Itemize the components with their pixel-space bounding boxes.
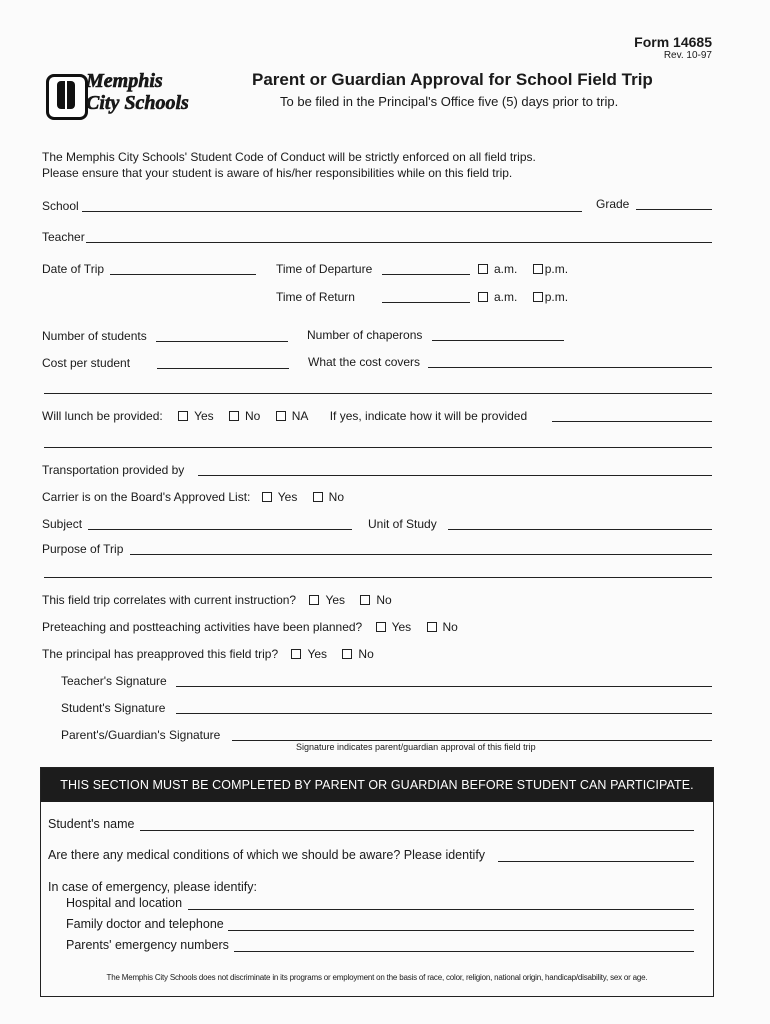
checkbox-icon[interactable] — [478, 292, 488, 302]
parents-numbers-label: Parents' emergency numbers — [66, 938, 229, 952]
school-logo — [46, 70, 196, 122]
subject-field[interactable] — [88, 529, 352, 530]
purpose-continuation-line[interactable] — [44, 577, 712, 578]
time-of-departure-label: Time of Departure — [276, 262, 373, 276]
principal-no-option[interactable]: No — [342, 647, 373, 661]
cost-covers-continuation-line[interactable] — [44, 393, 712, 394]
number-of-chaperons-field[interactable] — [432, 340, 564, 341]
principal-row — [42, 647, 386, 661]
students-name-label: Student's name — [48, 817, 135, 831]
form-revision: Rev. 10-97 — [663, 50, 712, 61]
carrier-question: Carrier is on the Board's Approved List: — [42, 490, 251, 504]
hospital-label: Hospital and location — [66, 896, 183, 910]
correlates-question: This field trip correlates with current instruction? — [42, 593, 297, 607]
checkbox-icon[interactable] — [360, 595, 370, 605]
non-discrimination-disclaimer: The Memphis City Schools does not discriminate in its programs or employment on the basis of race, color, religion, national origin, handicap/disability, sex or age. — [106, 973, 648, 982]
grade-label: Grade — [596, 197, 630, 211]
time-of-return-label: Time of Return — [276, 290, 355, 304]
lunch-yes-option[interactable]: Yes — [178, 409, 214, 423]
intro-line-2: Please ensure that your student is aware of his/her responsibilities while on this field trip. — [42, 166, 513, 180]
lunch-followup-field[interactable] — [552, 421, 712, 422]
number-of-students-field[interactable] — [156, 341, 288, 342]
lunch-continuation-line[interactable] — [44, 447, 712, 448]
school-label: School — [42, 199, 79, 213]
logo-emblem-icon — [46, 74, 88, 120]
emergency-heading: In case of emergency, please identify: — [48, 880, 257, 894]
correlates-row — [42, 593, 404, 607]
checkbox-icon[interactable] — [427, 622, 437, 632]
transportation-field[interactable] — [198, 475, 712, 476]
page-subtitle: To be filed in the Principal's Office five (5) days prior to trip. — [280, 94, 619, 109]
medical-field[interactable] — [498, 861, 694, 862]
student-signature-field[interactable] — [176, 713, 712, 714]
number-of-students-label: Number of students — [42, 329, 147, 343]
lunch-question: Will lunch be provided: — [42, 409, 163, 423]
time-of-return-field[interactable] — [382, 302, 470, 303]
transportation-label: Transportation provided by — [42, 463, 185, 477]
unit-of-study-label: Unit of Study — [368, 517, 437, 531]
logo-text-line1: Memphis — [86, 70, 163, 92]
preteaching-yes-option[interactable]: Yes — [376, 620, 412, 634]
parents-numbers-field[interactable] — [234, 951, 694, 952]
departure-am-option[interactable]: a.m. — [478, 262, 517, 276]
time-of-departure-field[interactable] — [382, 274, 470, 275]
return-am-option[interactable]: a.m. — [478, 290, 517, 304]
checkbox-icon[interactable] — [533, 264, 543, 274]
preteaching-no-option[interactable]: No — [427, 620, 458, 634]
teacher-signature-label: Teacher's Signature — [61, 674, 167, 688]
intro-line-1: The Memphis City Schools' Student Code of Conduct will be strictly enforced on all field trips. — [42, 150, 536, 164]
what-cost-covers-field[interactable] — [428, 367, 712, 368]
teacher-signature-field[interactable] — [176, 686, 712, 687]
checkbox-icon[interactable] — [533, 292, 543, 302]
checkbox-icon[interactable] — [276, 411, 286, 421]
checkbox-icon[interactable] — [262, 492, 272, 502]
lunch-followup-label: If yes, indicate how it will be provided — [329, 409, 528, 423]
signature-note: Signature indicates parent/guardian approval of this field trip — [296, 742, 536, 752]
checkbox-icon[interactable] — [229, 411, 239, 421]
lunch-no-option[interactable]: No — [229, 409, 260, 423]
checkbox-icon[interactable] — [309, 595, 319, 605]
carrier-row — [42, 490, 356, 504]
preteaching-row — [42, 620, 470, 634]
cost-per-student-label: Cost per student — [42, 356, 131, 370]
teacher-field[interactable] — [86, 242, 712, 243]
lunch-row — [42, 409, 527, 423]
hospital-field[interactable] — [188, 909, 694, 910]
date-of-trip-label: Date of Trip — [42, 262, 105, 276]
purpose-of-trip-field[interactable] — [130, 554, 712, 555]
parent-section-banner: THIS SECTION MUST BE COMPLETED BY PARENT OR GUARDIAN BEFORE STUDENT CAN PARTICIPATE. — [41, 768, 713, 802]
number-of-chaperons-label: Number of chaperons — [307, 328, 423, 342]
subject-label: Subject — [42, 517, 83, 531]
page-title: Parent or Guardian Approval for School Field Trip — [252, 70, 653, 89]
correlates-yes-option[interactable]: Yes — [309, 593, 345, 607]
return-pm-option[interactable]: p.m. — [533, 290, 568, 304]
grade-field[interactable] — [636, 209, 712, 210]
school-field[interactable] — [82, 211, 582, 212]
departure-pm-option[interactable]: p.m. — [533, 262, 568, 276]
checkbox-icon[interactable] — [291, 649, 301, 659]
parent-signature-label: Parent's/Guardian's Signature — [61, 728, 221, 742]
cost-per-student-field[interactable] — [157, 368, 289, 369]
students-name-field[interactable] — [140, 830, 694, 831]
principal-yes-option[interactable]: Yes — [291, 647, 327, 661]
checkbox-icon[interactable] — [376, 622, 386, 632]
checkbox-icon[interactable] — [178, 411, 188, 421]
carrier-yes-option[interactable]: Yes — [262, 490, 298, 504]
purpose-of-trip-label: Purpose of Trip — [42, 542, 124, 556]
checkbox-icon[interactable] — [478, 264, 488, 274]
checkbox-icon[interactable] — [342, 649, 352, 659]
doctor-label: Family doctor and telephone — [66, 917, 224, 931]
logo-text-line2: City Schools — [86, 92, 189, 114]
correlates-no-option[interactable]: No — [360, 593, 391, 607]
unit-of-study-field[interactable] — [448, 529, 712, 530]
checkbox-icon[interactable] — [313, 492, 323, 502]
parent-signature-field[interactable] — [232, 740, 712, 741]
medical-question: Are there any medical conditions of which we should be aware? Please identify — [48, 848, 486, 862]
preteaching-question: Preteaching and postteaching activities have been planned? — [42, 620, 363, 634]
student-signature-label: Student's Signature — [61, 701, 166, 715]
what-cost-covers-label: What the cost covers — [308, 355, 421, 369]
principal-question: The principal has preapproved this field trip? — [42, 647, 279, 661]
date-of-trip-field[interactable] — [110, 274, 256, 275]
form-number: Form 14685 — [634, 34, 712, 50]
doctor-field[interactable] — [228, 930, 694, 931]
teacher-label: Teacher — [42, 230, 85, 244]
carrier-no-option[interactable]: No — [313, 490, 344, 504]
lunch-na-option[interactable]: NA — [276, 409, 309, 423]
